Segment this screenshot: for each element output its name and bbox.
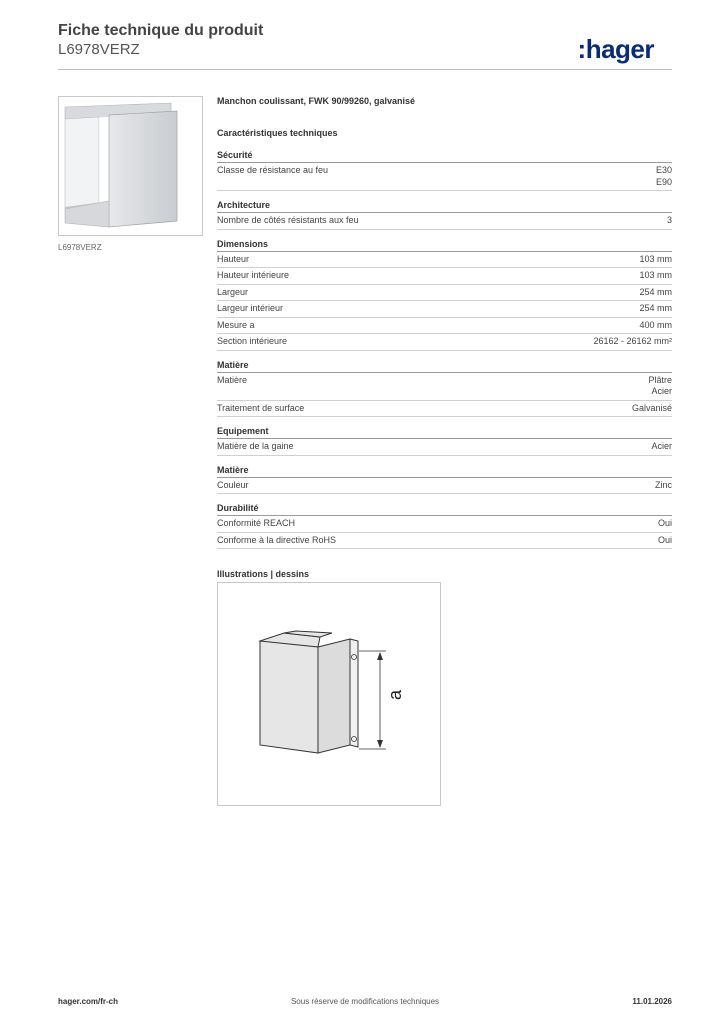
spec-label: Couleur [217, 479, 249, 490]
spec-row [217, 252, 672, 269]
spec-value: E30 E90 [655, 165, 672, 187]
spec-label: Classe de résistance au feu [217, 165, 329, 175]
spec-section [217, 239, 672, 351]
spec-value: Galvanisé [631, 402, 672, 413]
spec-row [217, 334, 672, 351]
dimension-drawing-icon [218, 583, 440, 805]
spec-value: 254 mm [639, 303, 672, 313]
spec-row [217, 373, 672, 401]
section-heading: Durabilité [217, 503, 672, 516]
hager-logo: :hager [577, 34, 654, 64]
dimension-label: a [385, 689, 405, 701]
spec-value: 103 mm [639, 253, 672, 264]
footer-website-link[interactable]: hager.com/fr-ch [58, 997, 119, 1006]
spec-value: 3 [666, 215, 672, 225]
spec-label: Conforme à la directive RoHS [217, 534, 337, 545]
spec-section [217, 360, 672, 418]
illustration-drawing [217, 582, 441, 806]
spec-value: Oui [657, 534, 672, 545]
section-heading: Dimensions [217, 239, 672, 252]
spec-label: Largeur intérieur [217, 303, 284, 313]
spec-row [217, 533, 672, 550]
spec-label: Section intérieure [217, 336, 288, 346]
illustrations-title: Illustrations | dessins [217, 569, 310, 579]
spec-section [217, 200, 672, 230]
spec-section [217, 150, 672, 191]
spec-row [217, 285, 672, 302]
page-title: Fiche technique du produit [58, 22, 264, 39]
spec-label: Hauteur [217, 253, 250, 264]
product-description: Manchon coulissant, FWK 90/99260, galvanisé [217, 96, 416, 106]
product-reference: L6978VERZ [58, 41, 140, 58]
spec-label: Largeur [217, 286, 249, 297]
spec-value: Plâtre Acier [648, 374, 672, 396]
section-heading: Matière [217, 465, 672, 478]
spec-label: Nombre de côtés résistants aux feu [217, 215, 359, 225]
spec-label: Matière [217, 374, 248, 385]
characteristics-title: Caractéristiques techniques [217, 128, 338, 138]
spec-section [217, 465, 672, 495]
spec-value: Acier [651, 441, 672, 451]
spec-label: Conformité REACH [217, 518, 296, 528]
spec-row [217, 213, 672, 230]
product-image [58, 96, 203, 236]
spec-row [217, 163, 672, 191]
section-heading: Equipement [217, 426, 672, 439]
section-heading: Matière [217, 360, 672, 373]
header-divider [58, 69, 672, 70]
spec-label: Mesure a [217, 319, 255, 330]
spec-label: Hauteur intérieure [217, 270, 290, 280]
spec-row [217, 268, 672, 285]
image-caption: L6978VERZ [58, 243, 102, 252]
spec-value: 400 mm [639, 319, 672, 330]
spec-value: 254 mm [639, 286, 672, 297]
spec-row [217, 478, 672, 495]
spec-label: Matière de la gaine [217, 441, 294, 451]
spec-row [217, 401, 672, 418]
spec-label: Traitement de surface [217, 402, 305, 413]
section-heading: Architecture [217, 200, 672, 213]
spec-value: 26162 - 26162 mm² [593, 336, 672, 346]
section-heading: Sécurité [217, 150, 672, 163]
spec-content [217, 96, 672, 579]
spec-row [217, 318, 672, 335]
spec-section [217, 426, 672, 456]
spec-value: Oui [657, 518, 672, 528]
sleeve-photo-icon [59, 97, 202, 235]
spec-value: Zinc [654, 479, 672, 490]
spec-section [217, 503, 672, 549]
spec-row [217, 439, 672, 456]
spec-value: 103 mm [639, 270, 672, 280]
spec-row [217, 516, 672, 533]
footer-date: 11.01.2026 [632, 997, 672, 1006]
footer-notice: Sous réserve de modifications techniques [290, 997, 440, 1006]
spec-sections [217, 150, 672, 549]
page-header [58, 20, 672, 70]
spec-row [217, 301, 672, 318]
